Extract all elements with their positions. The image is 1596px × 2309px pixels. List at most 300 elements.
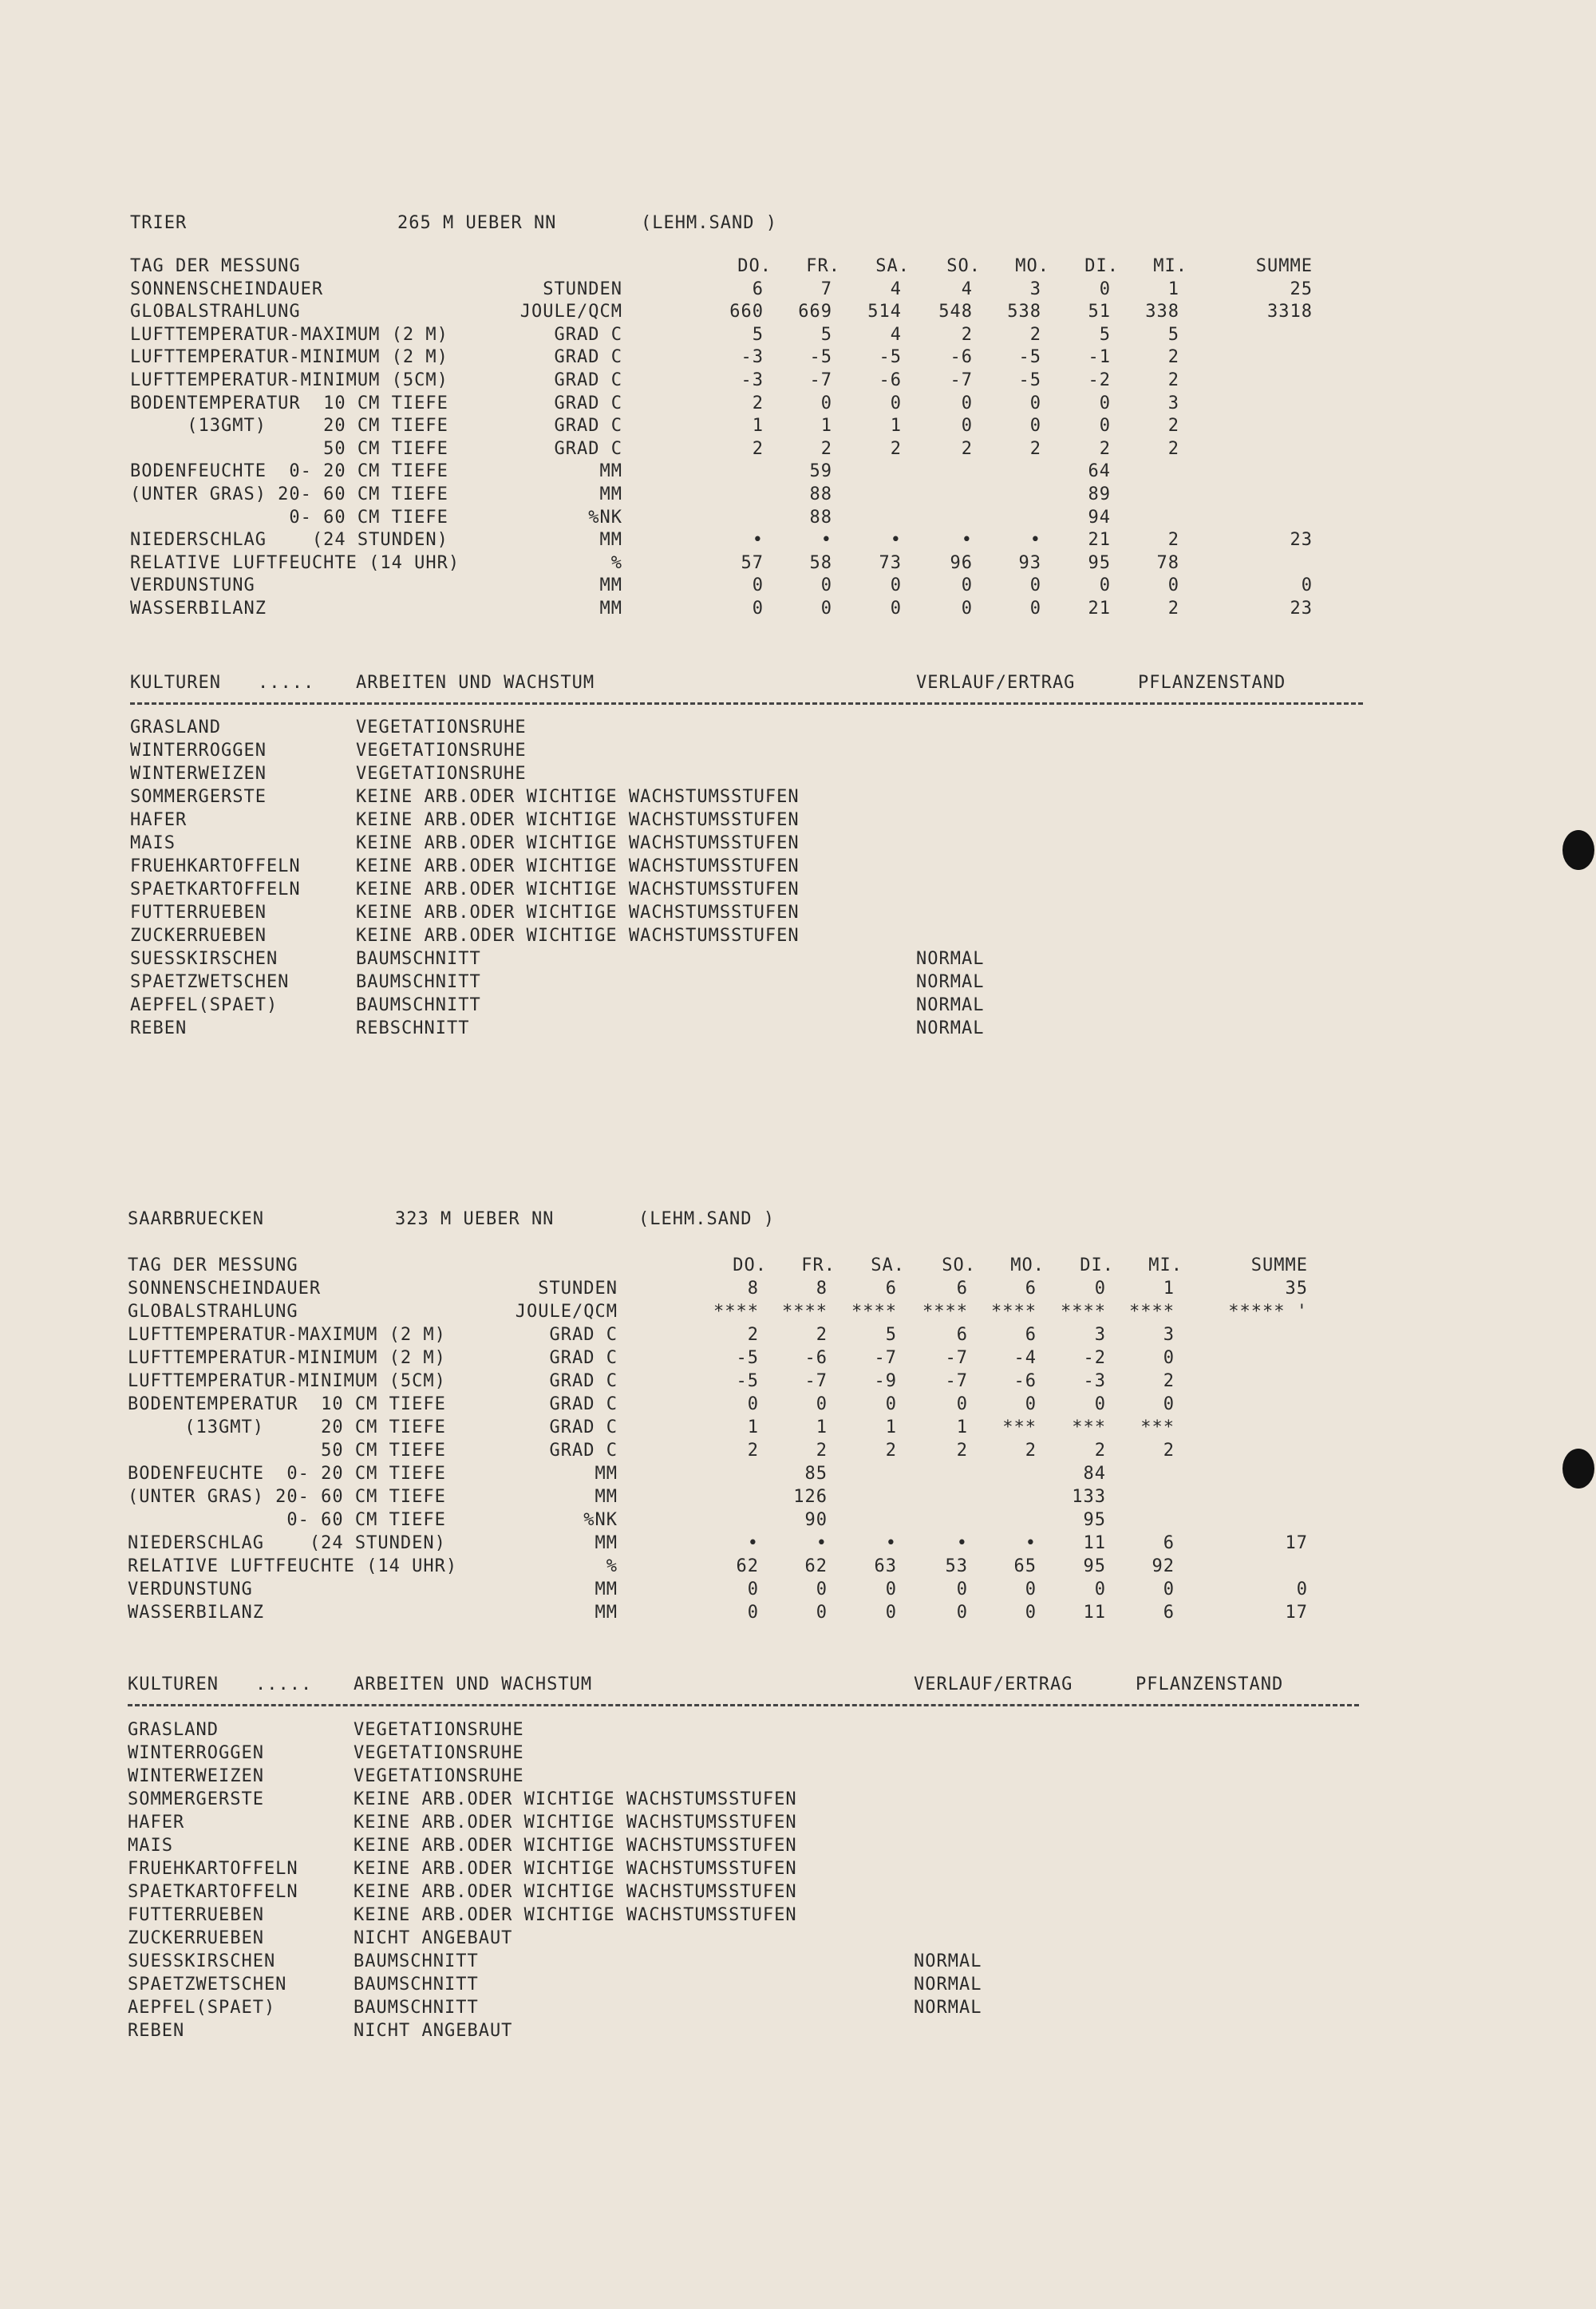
cell-value: 0	[1099, 416, 1111, 437]
cell-value: 2	[752, 393, 764, 413]
row-label: GLOBALSTRAHLUNG	[128, 1302, 298, 1322]
cell-value: 1	[890, 416, 902, 437]
cell-value: 4	[961, 279, 973, 299]
day-header: SA.	[875, 256, 910, 276]
cell-value: 0	[816, 1603, 828, 1623]
row-unit: STUNDEN	[543, 279, 622, 299]
cell-value: -2	[1088, 370, 1111, 390]
crop-work: KEINE ARB.ODER WICHTIGE WACHSTUMSSTUFEN	[356, 787, 800, 807]
crop-work: KEINE ARB.ODER WICHTIGE WACHSTUMSSTUFEN	[356, 903, 800, 923]
crop-name: FRUEHKARTOFFELN	[130, 856, 301, 876]
crop-work: BAUMSCHNITT	[354, 1998, 479, 2018]
table-header-label: TAG DER MESSUNG	[128, 1255, 298, 1275]
crops-header-stand: PFLANZENSTAND	[1136, 1674, 1284, 1694]
row-unit: MM	[599, 575, 622, 596]
cell-value: 88	[809, 507, 832, 528]
row-label: (UNTER GRAS) 20- 60 CM TIEFE	[130, 484, 448, 504]
cell-value: 85	[804, 1464, 828, 1484]
punch-hole-lower	[1562, 1449, 1594, 1489]
cell-value: -5	[809, 347, 832, 368]
cell-value: 0	[1029, 599, 1041, 619]
cell-value: 65	[1013, 1556, 1037, 1576]
cell-value: 84	[1083, 1464, 1106, 1484]
crop-name: REBEN	[128, 2021, 185, 2041]
cell-value: 2	[961, 324, 973, 345]
cell-value: 62	[804, 1556, 828, 1576]
cell-value: 0	[1029, 393, 1041, 413]
row-unit: MM	[595, 1533, 618, 1553]
row-label: (13GMT) 20 CM TIEFE	[128, 1417, 446, 1437]
row-unit: GRAD C	[554, 347, 622, 368]
cell-value: 6	[1025, 1279, 1037, 1299]
cell-value: 538	[1007, 302, 1041, 322]
row-unit: GRAD C	[554, 438, 622, 459]
cell-value: 0	[1094, 1279, 1106, 1299]
row-label: (13GMT) 20 CM TIEFE	[130, 416, 448, 437]
crop-work: KEINE ARB.ODER WICHTIGE WACHSTUMSSTUFEN	[354, 1813, 797, 1833]
cell-value: 0	[820, 575, 832, 596]
cell-value: 2	[1167, 599, 1179, 619]
cell-sum: 35	[1285, 1279, 1308, 1299]
cell-value: 2	[1029, 438, 1041, 459]
cell-value: 3	[1029, 279, 1041, 299]
crop-status: NORMAL	[916, 1018, 985, 1038]
cell-value: 2	[816, 1325, 828, 1345]
table-header-label: TAG DER MESSUNG	[130, 256, 301, 276]
crop-work: KEINE ARB.ODER WICHTIGE WACHSTUMSSTUFEN	[354, 1859, 797, 1879]
cell-value: ****	[1129, 1302, 1175, 1322]
crops-header-dots: .....	[258, 673, 315, 693]
crop-name: ZUCKERRUEBEN	[128, 1928, 264, 1948]
cell-value: 133	[1072, 1487, 1106, 1507]
crop-work: NICHT ANGEBAUT	[354, 2021, 513, 2041]
cell-value: •	[1025, 1533, 1037, 1553]
crop-work: VEGETATIONSRUHE	[354, 1720, 524, 1740]
cell-value: 0	[890, 393, 902, 413]
row-unit: MM	[595, 1603, 618, 1623]
cell-sum: 0	[1301, 575, 1313, 596]
crops-divider	[128, 1704, 1359, 1706]
row-unit: JOULE/QCM	[515, 1302, 618, 1322]
cell-value: 2	[1029, 324, 1041, 345]
cell-sum: 0	[1296, 1580, 1308, 1599]
crop-work: NICHT ANGEBAUT	[354, 1928, 513, 1948]
cell-value: 6	[956, 1325, 968, 1345]
row-unit: GRAD C	[554, 370, 622, 390]
cell-value: 1	[820, 416, 832, 437]
cell-value: 11	[1083, 1603, 1106, 1623]
cell-value: -7	[809, 370, 832, 390]
row-label: NIEDERSCHLAG (24 STUNDEN)	[128, 1533, 446, 1553]
station-elevation: 323 M UEBER NN	[395, 1209, 555, 1229]
cell-value: 2	[1167, 438, 1179, 459]
day-header: MI.	[1148, 1255, 1183, 1275]
cell-value: 0	[1163, 1580, 1175, 1599]
cell-value: 0	[1029, 575, 1041, 596]
row-label: BODENTEMPERATUR 10 CM TIEFE	[128, 1394, 446, 1414]
cell-value: 5	[885, 1325, 897, 1345]
cell-value: 92	[1152, 1556, 1175, 1576]
day-header: DO.	[737, 256, 772, 276]
cell-value: 96	[950, 552, 973, 573]
cell-value: 1	[885, 1417, 897, 1437]
crop-work: BAUMSCHNITT	[356, 995, 481, 1015]
cell-value: -2	[1083, 1348, 1106, 1368]
crop-name: WINTERWEIZEN	[130, 764, 267, 784]
cell-value: -6	[879, 370, 902, 390]
crop-name: HAFER	[130, 810, 188, 830]
crops-header-kulturen: KULTUREN	[128, 1674, 219, 1694]
crop-work: VEGETATIONSRUHE	[354, 1743, 524, 1763]
cell-value: 11	[1083, 1533, 1106, 1553]
cell-value: 2	[1099, 438, 1111, 459]
cell-value: -3	[741, 347, 764, 368]
crop-name: GRASLAND	[130, 718, 221, 737]
cell-value: 2	[956, 1441, 968, 1461]
cell-value: 3	[1163, 1325, 1175, 1345]
cell-value: 2	[1163, 1441, 1175, 1461]
cell-value: 6	[752, 279, 764, 299]
cell-value: 514	[867, 302, 902, 322]
cell-value: 62	[736, 1556, 759, 1576]
cell-value: 0	[752, 599, 764, 619]
crops-header-arbeiten: ARBEITEN UND WACHSTUM	[356, 673, 595, 693]
cell-sum: 23	[1290, 599, 1313, 619]
cell-value: 0	[1094, 1580, 1106, 1599]
cell-value: 63	[874, 1556, 897, 1576]
row-unit: MM	[595, 1487, 618, 1507]
row-label: NIEDERSCHLAG (24 STUNDEN)	[130, 530, 448, 551]
cell-value: 0	[890, 575, 902, 596]
cell-value: 0	[816, 1580, 828, 1599]
crop-work: KEINE ARB.ODER WICHTIGE WACHSTUMSSTUFEN	[356, 810, 800, 830]
cell-value: 59	[809, 461, 832, 482]
cell-value: 53	[945, 1556, 968, 1576]
cell-value: -1	[1088, 347, 1111, 368]
day-header: FR.	[806, 256, 840, 276]
cell-value: -7	[804, 1371, 828, 1391]
cell-value: ****	[991, 1302, 1037, 1322]
cell-value: 78	[1156, 552, 1179, 573]
cell-value: 64	[1088, 461, 1111, 482]
cell-value: 660	[729, 302, 764, 322]
cell-value: 2	[1167, 370, 1179, 390]
day-header: FR.	[801, 1255, 836, 1275]
cell-value: 1	[747, 1417, 759, 1437]
row-unit: GRAD C	[549, 1348, 618, 1368]
cell-value: -6	[804, 1348, 828, 1368]
crop-name: MAIS	[128, 1836, 173, 1856]
cell-value: 6	[885, 1279, 897, 1299]
cell-value: 0	[1025, 1580, 1037, 1599]
crop-work: KEINE ARB.ODER WICHTIGE WACHSTUMSSTUFEN	[356, 833, 800, 853]
cell-value: •	[956, 1533, 968, 1553]
cell-value: 0	[1099, 279, 1111, 299]
cell-sum: 25	[1290, 279, 1313, 299]
cell-value: 58	[809, 552, 832, 573]
cell-sum: 23	[1290, 530, 1313, 551]
cell-sum: 17	[1285, 1603, 1308, 1623]
cell-value: 0	[1025, 1394, 1037, 1414]
cell-sum: 3318	[1267, 302, 1313, 322]
cell-value: •	[1029, 530, 1041, 551]
row-unit: STUNDEN	[538, 1279, 618, 1299]
crop-name: FRUEHKARTOFFELN	[128, 1859, 298, 1879]
crop-name: AEPFEL(SPAET)	[130, 995, 279, 1015]
row-label: LUFTTEMPERATUR-MINIMUM (5CM)	[130, 370, 448, 390]
row-label: LUFTTEMPERATUR-MAXIMUM (2 M)	[128, 1325, 446, 1345]
station-elevation: 265 M UEBER NN	[397, 213, 557, 233]
cell-value: 21	[1088, 599, 1111, 619]
cell-value: 2	[816, 1441, 828, 1461]
crop-work: BAUMSCHNITT	[354, 1975, 479, 1995]
row-label: WASSERBILANZ	[130, 599, 267, 619]
cell-value: -5	[879, 347, 902, 368]
cell-value: •	[820, 530, 832, 551]
day-header: MO.	[1010, 1255, 1045, 1275]
cell-value: 3	[1094, 1325, 1106, 1345]
cell-sum: ***** '	[1228, 1302, 1308, 1322]
cell-value: 2	[747, 1325, 759, 1345]
cell-value: 0	[890, 599, 902, 619]
crops-header-kulturen: KULTUREN	[130, 673, 221, 693]
cell-value: 1	[752, 416, 764, 437]
cell-value: 338	[1145, 302, 1179, 322]
cell-value: 0	[961, 599, 973, 619]
cell-value: -7	[945, 1371, 968, 1391]
row-label: BODENTEMPERATUR 10 CM TIEFE	[130, 393, 448, 413]
station-soil: (LEHM.SAND )	[638, 1209, 775, 1229]
cell-value: 0	[820, 393, 832, 413]
cell-value: ***	[1072, 1417, 1106, 1437]
cell-value: •	[752, 530, 764, 551]
cell-value: -5	[1018, 347, 1041, 368]
cell-value: 5	[752, 324, 764, 345]
cell-value: •	[747, 1533, 759, 1553]
cell-value: 73	[879, 552, 902, 573]
cell-value: 57	[741, 552, 764, 573]
cell-value: 0	[961, 575, 973, 596]
crop-name: ZUCKERRUEBEN	[130, 926, 267, 946]
crop-work: KEINE ARB.ODER WICHTIGE WACHSTUMSSTUFEN	[354, 1882, 797, 1902]
crop-name: FUTTERRUEBEN	[128, 1905, 264, 1925]
cell-value: ****	[1061, 1302, 1106, 1322]
cell-value: 0	[1163, 1348, 1175, 1368]
cell-value: 88	[809, 484, 832, 504]
row-unit: %	[610, 552, 622, 573]
cell-value: 1	[1167, 279, 1179, 299]
station-name: SAARBRUECKEN	[128, 1209, 264, 1229]
crop-name: SPAETZWETSCHEN	[130, 972, 290, 992]
cell-value: 90	[804, 1510, 828, 1530]
cell-value: -3	[741, 370, 764, 390]
day-header: MI.	[1153, 256, 1187, 276]
crop-work: VEGETATIONSRUHE	[356, 741, 527, 761]
crop-work: VEGETATIONSRUHE	[356, 764, 527, 784]
crops-header-dots: .....	[255, 1674, 313, 1694]
cell-value: -7	[950, 370, 973, 390]
day-header: SO.	[946, 256, 981, 276]
cell-value: -9	[874, 1371, 897, 1391]
cell-value: 7	[820, 279, 832, 299]
crop-work: KEINE ARB.ODER WICHTIGE WACHSTUMSSTUFEN	[354, 1836, 797, 1856]
sum-header: SUMME	[1255, 256, 1313, 276]
sum-header: SUMME	[1250, 1255, 1308, 1275]
cell-value: 89	[1088, 484, 1111, 504]
cell-value: 6	[1163, 1603, 1175, 1623]
crop-name: SPAETKARTOFFELN	[130, 880, 301, 899]
crop-status: NORMAL	[916, 995, 985, 1015]
row-label: VERDUNSTUNG	[130, 575, 255, 596]
row-label: SONNENSCHEINDAUER	[130, 279, 324, 299]
crop-work: VEGETATIONSRUHE	[356, 718, 527, 737]
row-label: SONNENSCHEINDAUER	[128, 1279, 322, 1299]
crop-name: HAFER	[128, 1813, 185, 1833]
cell-value: -6	[950, 347, 973, 368]
cell-value: 4	[890, 279, 902, 299]
cell-value: 669	[798, 302, 832, 322]
row-label: VERDUNSTUNG	[128, 1580, 253, 1599]
day-header: DI.	[1080, 1255, 1114, 1275]
cell-value: 0	[885, 1603, 897, 1623]
row-unit: %NK	[588, 507, 622, 528]
crop-name: GRASLAND	[128, 1720, 219, 1740]
cell-value: 3	[1167, 393, 1179, 413]
cell-value: 126	[793, 1487, 828, 1507]
crop-work: KEINE ARB.ODER WICHTIGE WACHSTUMSSTUFEN	[356, 926, 800, 946]
cell-value: 548	[938, 302, 973, 322]
row-label: LUFTTEMPERATUR-MINIMUM (5CM)	[128, 1371, 446, 1391]
cell-value: 0	[885, 1580, 897, 1599]
row-unit: MM	[595, 1580, 618, 1599]
cell-value: 5	[1167, 324, 1179, 345]
cell-value: 6	[1025, 1325, 1037, 1345]
crop-name: SOMMERGERSTE	[130, 787, 267, 807]
row-label: LUFTTEMPERATUR-MINIMUM (2 M)	[128, 1348, 446, 1368]
cell-value: 0	[820, 599, 832, 619]
cell-value: 2	[961, 438, 973, 459]
cell-value: 1	[1163, 1279, 1175, 1299]
cell-value: 0	[747, 1394, 759, 1414]
cell-value: ***	[1140, 1417, 1175, 1437]
row-unit: GRAD C	[549, 1394, 618, 1414]
crop-work: VEGETATIONSRUHE	[354, 1766, 524, 1786]
crop-name: SPAETKARTOFFELN	[128, 1882, 298, 1902]
cell-value: 2	[820, 438, 832, 459]
row-unit: JOULE/QCM	[519, 302, 622, 322]
cell-value: ****	[922, 1302, 968, 1322]
cell-value: -6	[1013, 1371, 1037, 1391]
day-header: MO.	[1015, 256, 1049, 276]
cell-value: -3	[1083, 1371, 1106, 1391]
crop-name: SOMMERGERSTE	[128, 1789, 264, 1809]
cell-value: 2	[1094, 1441, 1106, 1461]
row-unit: GRAD C	[554, 416, 622, 437]
cell-value: 0	[961, 393, 973, 413]
cell-value: 0	[1025, 1603, 1037, 1623]
crops-header-verlauf: VERLAUF/ERTRAG	[914, 1674, 1073, 1694]
cell-value: •	[890, 530, 902, 551]
cell-value: 2	[747, 1441, 759, 1461]
crop-work: KEINE ARB.ODER WICHTIGE WACHSTUMSSTUFEN	[354, 1789, 797, 1809]
cell-value: -5	[1018, 370, 1041, 390]
cell-value: -7	[945, 1348, 968, 1368]
crop-status: NORMAL	[916, 949, 985, 969]
row-label: LUFTTEMPERATUR-MINIMUM (2 M)	[130, 347, 448, 368]
cell-value: 8	[816, 1279, 828, 1299]
cell-value: ****	[713, 1302, 759, 1322]
cell-value: 95	[1088, 552, 1111, 573]
cell-value: 94	[1088, 507, 1111, 528]
cell-value: 0	[956, 1580, 968, 1599]
row-label: LUFTTEMPERATUR-MAXIMUM (2 M)	[130, 324, 448, 345]
station-soil: (LEHM.SAND )	[641, 213, 777, 233]
cell-value: •	[885, 1533, 897, 1553]
cell-value: 93	[1018, 552, 1041, 573]
crop-name: REBEN	[130, 1018, 188, 1038]
cell-value: 2	[1167, 347, 1179, 368]
crops-header-verlauf: VERLAUF/ERTRAG	[916, 673, 1076, 693]
cell-value: 6	[956, 1279, 968, 1299]
cell-value: 2	[1025, 1441, 1037, 1461]
crop-status: NORMAL	[916, 972, 985, 992]
cell-sum: 17	[1285, 1533, 1308, 1553]
row-label: 50 CM TIEFE	[130, 438, 448, 459]
crop-status: NORMAL	[914, 1998, 982, 2018]
cell-value: 51	[1088, 302, 1111, 322]
cell-value: •	[961, 530, 973, 551]
row-unit: MM	[595, 1464, 618, 1484]
crops-header-arbeiten: ARBEITEN UND WACHSTUM	[354, 1674, 593, 1694]
cell-value: -4	[1013, 1348, 1037, 1368]
row-unit: GRAD C	[549, 1417, 618, 1437]
day-header: SO.	[942, 1255, 976, 1275]
cell-value: 95	[1083, 1510, 1106, 1530]
crop-status: NORMAL	[914, 1975, 982, 1995]
cell-value: 0	[1094, 1394, 1106, 1414]
cell-value: 2	[885, 1441, 897, 1461]
cell-value: 0	[752, 575, 764, 596]
row-label: (UNTER GRAS) 20- 60 CM TIEFE	[128, 1487, 446, 1507]
cell-value: 8	[747, 1279, 759, 1299]
cell-value: 4	[890, 324, 902, 345]
cell-value: •	[816, 1533, 828, 1553]
row-unit: GRAD C	[549, 1441, 618, 1461]
cell-value: -5	[736, 1371, 759, 1391]
row-unit: MM	[599, 599, 622, 619]
crop-name: AEPFEL(SPAET)	[128, 1998, 276, 2018]
cell-value: 0	[1163, 1394, 1175, 1414]
crop-work: KEINE ARB.ODER WICHTIGE WACHSTUMSSTUFEN	[356, 880, 800, 899]
cell-value: ****	[851, 1302, 897, 1322]
cell-value: 0	[1099, 393, 1111, 413]
crop-work: BAUMSCHNITT	[356, 972, 481, 992]
cell-value: 0	[1167, 575, 1179, 596]
cell-value: 2	[1167, 416, 1179, 437]
cell-value: 0	[961, 416, 973, 437]
crop-name: WINTERROGGEN	[128, 1743, 264, 1763]
cell-value: 2	[1167, 530, 1179, 551]
cell-value: 2	[752, 438, 764, 459]
cell-value: 1	[956, 1417, 968, 1437]
row-label: RELATIVE LUFTFEUCHTE (14 UHR)	[130, 552, 460, 573]
cell-value: 0	[956, 1603, 968, 1623]
cell-value: 2	[1163, 1371, 1175, 1391]
crop-work: BAUMSCHNITT	[356, 949, 481, 969]
crop-name: SUESSKIRSCHEN	[130, 949, 279, 969]
cell-value: 95	[1083, 1556, 1106, 1576]
crops-divider	[130, 702, 1363, 705]
